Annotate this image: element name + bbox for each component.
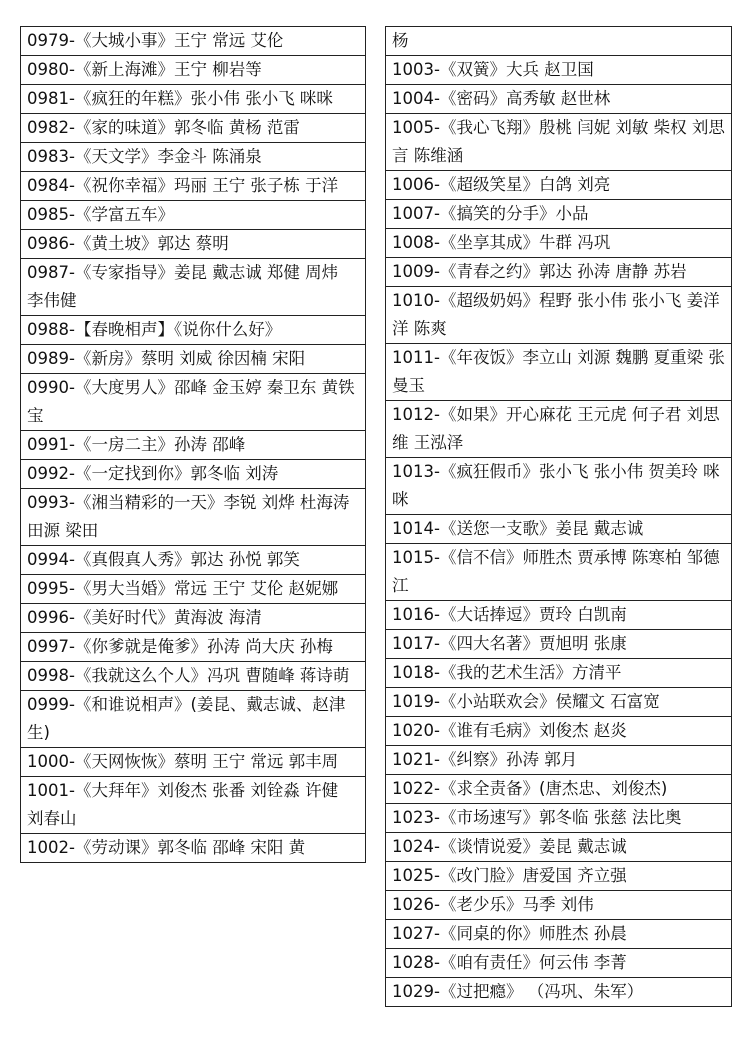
table-row [386, 688, 732, 717]
program-entry: 1028-《咱有责任》何云伟 李菁 [386, 949, 732, 978]
table-row [21, 633, 366, 662]
program-entry: 1021-《纠察》孙涛 郭月 [386, 746, 732, 775]
right-column [385, 26, 732, 1007]
table-row [21, 172, 366, 201]
program-entry: 1024-《谈情说爱》姜昆 戴志诚 [386, 833, 732, 862]
table-row [386, 401, 732, 458]
table-row [21, 374, 366, 431]
program-entry: 1025-《改门脸》唐爱国 齐立强 [386, 862, 732, 891]
table-row [21, 316, 366, 345]
table-row [21, 230, 366, 259]
program-entry: 1007-《搞笑的分手》小品 [386, 200, 732, 229]
table-row [386, 85, 732, 114]
table-row [21, 489, 366, 546]
program-entry: 1012-《如果》开心麻花 王元虎 何子君 刘思维 王泓泽 [386, 401, 732, 458]
table-row [21, 460, 366, 489]
table-row [21, 143, 366, 172]
table-row [386, 458, 732, 515]
table-row [21, 201, 366, 230]
table-row [386, 978, 732, 1007]
program-entry: 1006-《超级笑星》白鸽 刘亮 [386, 171, 732, 200]
program-entry: 0985-《学富五车》 [21, 201, 366, 230]
program-entry: 1016-《大话捧逗》贾玲 白凯南 [386, 601, 732, 630]
program-entry: 杨 [386, 27, 732, 56]
program-entry: 1015-《信不信》师胜杰 贾承博 陈寒柏 邹德江 [386, 544, 732, 601]
table-row [21, 345, 366, 374]
program-entry: 0998-《我就这么个人》冯巩 曹随峰 蒋诗萌 [21, 662, 366, 691]
program-entry: 1004-《密码》高秀敏 赵世林 [386, 85, 732, 114]
table-row [21, 114, 366, 143]
program-entry: 1014-《送您一支歌》姜昆 戴志诚 [386, 515, 732, 544]
table-row [21, 575, 366, 604]
program-entry: 1017-《四大名著》贾旭明 张康 [386, 630, 732, 659]
program-entry: 1003-《双簧》大兵 赵卫国 [386, 56, 732, 85]
table-row [386, 171, 732, 200]
table-row [386, 544, 732, 601]
program-entry: 0995-《男大当婚》常远 王宁 艾伦 赵妮娜 [21, 575, 366, 604]
program-entry: 1026-《老少乐》马季 刘伟 [386, 891, 732, 920]
program-entry: 1001-《大拜年》刘俊杰 张番 刘铨淼 许健 刘春山 [21, 777, 366, 834]
table-row [21, 834, 366, 863]
table-row [386, 862, 732, 891]
program-entry: 1029-《过把瘾》 （冯巩、朱军） [386, 978, 732, 1007]
table-row [386, 515, 732, 544]
program-entry: 0994-《真假真人秀》郭达 孙悦 郭笑 [21, 546, 366, 575]
table-row [21, 691, 366, 748]
program-entry: 0987-《专家指导》姜昆 戴志诚 郑健 周炜 李伟健 [21, 259, 366, 316]
program-entry: 1000-《天网恢恢》蔡明 王宁 常远 郭丰周 [21, 748, 366, 777]
table-row [386, 775, 732, 804]
table-row [21, 748, 366, 777]
table-row [21, 662, 366, 691]
program-entry: 1023-《市场速写》郭冬临 张慈 法比奥 [386, 804, 732, 833]
table-row [386, 804, 732, 833]
program-entry: 1002-《劳动课》郭冬临 邵峰 宋阳 黄 [21, 834, 366, 863]
program-entry: 0991-《一房二主》孙涛 邵峰 [21, 431, 366, 460]
program-entry: 1011-《年夜饭》李立山 刘源 魏鹏 夏重梁 张曼玉 [386, 344, 732, 401]
table-row [386, 200, 732, 229]
program-entry: 0979-《大城小事》王宁 常远 艾伦 [21, 27, 366, 56]
table-row [386, 229, 732, 258]
program-entry: 1018-《我的艺术生活》方清平 [386, 659, 732, 688]
table-row [386, 659, 732, 688]
table-row [386, 56, 732, 85]
table-row [386, 833, 732, 862]
program-entry: 1008-《坐享其成》牛群 冯巩 [386, 229, 732, 258]
table-row [386, 630, 732, 659]
program-entry: 0983-《天文学》李金斗 陈涌泉 [21, 143, 366, 172]
program-entry: 0984-《祝你幸福》玛丽 王宁 张子栋 于洋 [21, 172, 366, 201]
table-row [21, 85, 366, 114]
table-row [386, 746, 732, 775]
table-row [386, 601, 732, 630]
program-list-left [20, 26, 366, 863]
left-column [20, 26, 366, 863]
program-entry: 0993-《湘当精彩的一天》李锐 刘烨 杜海涛 田源 梁田 [21, 489, 366, 546]
program-entry: 0997-《你爹就是俺爹》孙涛 尚大庆 孙梅 [21, 633, 366, 662]
table-row [21, 431, 366, 460]
program-entry: 0990-《大度男人》邵峰 金玉婷 秦卫东 黄铁宝 [21, 374, 366, 431]
program-entry: 1020-《谁有毛病》刘俊杰 赵炎 [386, 717, 732, 746]
program-entry: 1009-《青春之约》郭达 孙涛 唐静 苏岩 [386, 258, 732, 287]
program-entry: 0982-《家的味道》郭冬临 黄杨 范雷 [21, 114, 366, 143]
table-row [386, 891, 732, 920]
program-entry: 0996-《美好时代》黄海波 海清 [21, 604, 366, 633]
program-entry: 0986-《黄土坡》郭达 蔡明 [21, 230, 366, 259]
table-row [386, 949, 732, 978]
program-entry: 0989-《新房》蔡明 刘威 徐因楠 宋阳 [21, 345, 366, 374]
program-entry: 1013-《疯狂假币》张小飞 张小伟 贺美玲 咪咪 [386, 458, 732, 515]
table-row [386, 920, 732, 949]
table-row [21, 604, 366, 633]
table-row [386, 344, 732, 401]
program-entry: 0999-《和谁说相声》(姜昆、戴志诚、赵津生) [21, 691, 366, 748]
table-row [386, 717, 732, 746]
program-entry: 1010-《超级奶妈》程野 张小伟 张小飞 姜洋洋 陈爽 [386, 287, 732, 344]
program-list-right [385, 26, 732, 1007]
program-entry: 1027-《同桌的你》师胜杰 孙晨 [386, 920, 732, 949]
table-row [386, 258, 732, 287]
table-row [386, 114, 732, 171]
table-row [386, 287, 732, 344]
program-entry: 0981-《疯狂的年糕》张小伟 张小飞 咪咪 [21, 85, 366, 114]
table-row [21, 56, 366, 85]
program-entry: 0992-《一定找到你》郭冬临 刘涛 [21, 460, 366, 489]
program-entry: 1022-《求全责备》(唐杰忠、刘俊杰) [386, 775, 732, 804]
program-entry: 0988-【春晚相声】《说你什么好》 [21, 316, 366, 345]
table-row [21, 259, 366, 316]
table-row [21, 546, 366, 575]
table-row [386, 27, 732, 56]
program-entry: 1019-《小站联欢会》侯耀文 石富宽 [386, 688, 732, 717]
table-row [21, 777, 366, 834]
program-entry: 0980-《新上海滩》王宁 柳岩等 [21, 56, 366, 85]
table-row [21, 27, 366, 56]
program-entry: 1005-《我心飞翔》殷桃 闫妮 刘敏 柴权 刘思言 陈维涵 [386, 114, 732, 171]
